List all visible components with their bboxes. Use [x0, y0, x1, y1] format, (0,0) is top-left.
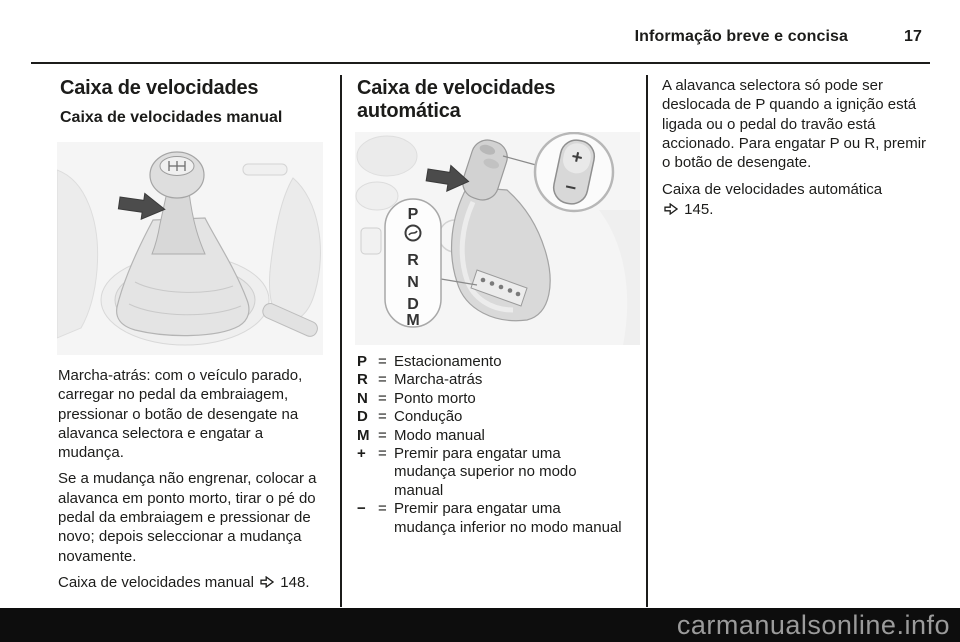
legend-row — [357, 427, 623, 445]
cross-reference-label: Caixa de velocidades manual — [58, 573, 254, 591]
legend-description: Modo manual — [394, 426, 485, 444]
paragraph: Marcha-atrás: com o veículo parado, carregar no pedal da embraiagem, pressionar o botão de desengate na alavanca selectora e engatar a mudança. — [58, 367, 303, 462]
column-separator-1 — [340, 75, 342, 607]
manual-gearbox-text — [58, 366, 320, 592]
page-ref-arrow-icon — [664, 203, 678, 215]
page-ref-arrow-icon — [260, 576, 274, 588]
watermark-text: carmanualsonline.info — [676, 609, 950, 640]
subsection-title-manual-gearbox: Caixa de velocidades manual — [60, 109, 283, 126]
gate-letter-m: M — [406, 312, 420, 329]
legend-symbol-downshift: − — [357, 500, 366, 518]
legend-row — [357, 371, 623, 389]
gate-letter-d: D — [407, 296, 419, 313]
equals-sign: = — [378, 426, 387, 444]
watermark-bar — [0, 608, 960, 642]
legend-row — [357, 353, 623, 371]
cross-reference — [58, 573, 320, 592]
legend-row — [357, 408, 623, 426]
cross-reference-page: 148. — [280, 573, 310, 591]
legend-row — [357, 390, 623, 408]
shift-lock-icon — [406, 226, 421, 241]
downshift-minus-label: − — [562, 176, 579, 200]
dash-shape — [357, 136, 417, 176]
legend-symbol: M — [357, 426, 370, 444]
equals-sign: = — [378, 389, 387, 407]
automatic-shifter-illustration — [355, 132, 640, 345]
cross-reference-page: 145. — [684, 200, 714, 218]
equals-sign: = — [378, 408, 387, 426]
gate-letter-r: R — [407, 252, 419, 269]
legend-symbol: R — [357, 371, 368, 389]
gate-letter-p: P — [407, 206, 419, 223]
cross-reference-page-line — [662, 200, 930, 219]
cross-reference-label: Caixa de velocidades automática — [662, 181, 883, 199]
section-title-automatic-gearbox: Caixa de velocidades automática — [357, 77, 556, 122]
legend-symbol: P — [357, 353, 368, 370]
equals-sign: = — [378, 371, 387, 389]
page-header — [58, 28, 922, 46]
legend-row — [357, 500, 623, 537]
gate-letter-n: N — [407, 274, 419, 291]
legend-symbol-upshift: + — [357, 445, 366, 463]
chapter-title: Informação breve e concisa — [634, 28, 848, 45]
equals-sign: = — [378, 353, 387, 370]
upshift-plus-label: + — [569, 146, 585, 170]
legend-symbol: D — [357, 408, 368, 426]
legend-description: Premir para engatar uma mudança superior no modo manual — [394, 445, 577, 499]
dash-shape — [356, 182, 398, 210]
dash-vent-shape — [243, 164, 287, 175]
manual-shifter-illustration — [57, 142, 323, 355]
selector-lever-note — [662, 76, 930, 219]
column-separator-2 — [646, 75, 648, 607]
equals-sign: = — [378, 500, 387, 518]
paragraph: Se a mudança não engrenar, colocar a alavanca em ponto morto, tirar o pé do pedal da embraiagem e pressionar de novo; depois seleccionar a mudança novamente. — [58, 470, 317, 565]
gear-positions-legend — [357, 353, 623, 537]
legend-description: Estacionamento — [394, 353, 502, 370]
section-title-gearbox: Caixa de velocidades — [60, 77, 259, 99]
page-number: 17 — [904, 28, 922, 45]
switch-panel-shape — [361, 228, 381, 254]
legend-row — [357, 445, 623, 500]
header-rule — [31, 62, 930, 64]
legend-symbol: N — [357, 389, 368, 407]
legend-description: Marcha-atrás — [394, 371, 483, 389]
legend-description: Premir para engatar uma mudança inferior no modo manual — [394, 500, 622, 536]
equals-sign: = — [378, 445, 387, 463]
paragraph: A alavanca selectora só pode ser deslocada de P quando a ignição está ligada ou o pedal do travão está accionado. Para engatar P ou R, premir o botão de desengate. — [662, 77, 927, 172]
legend-description: Condução — [394, 408, 463, 426]
cross-reference — [662, 180, 930, 219]
legend-description: Ponto morto — [394, 389, 476, 407]
